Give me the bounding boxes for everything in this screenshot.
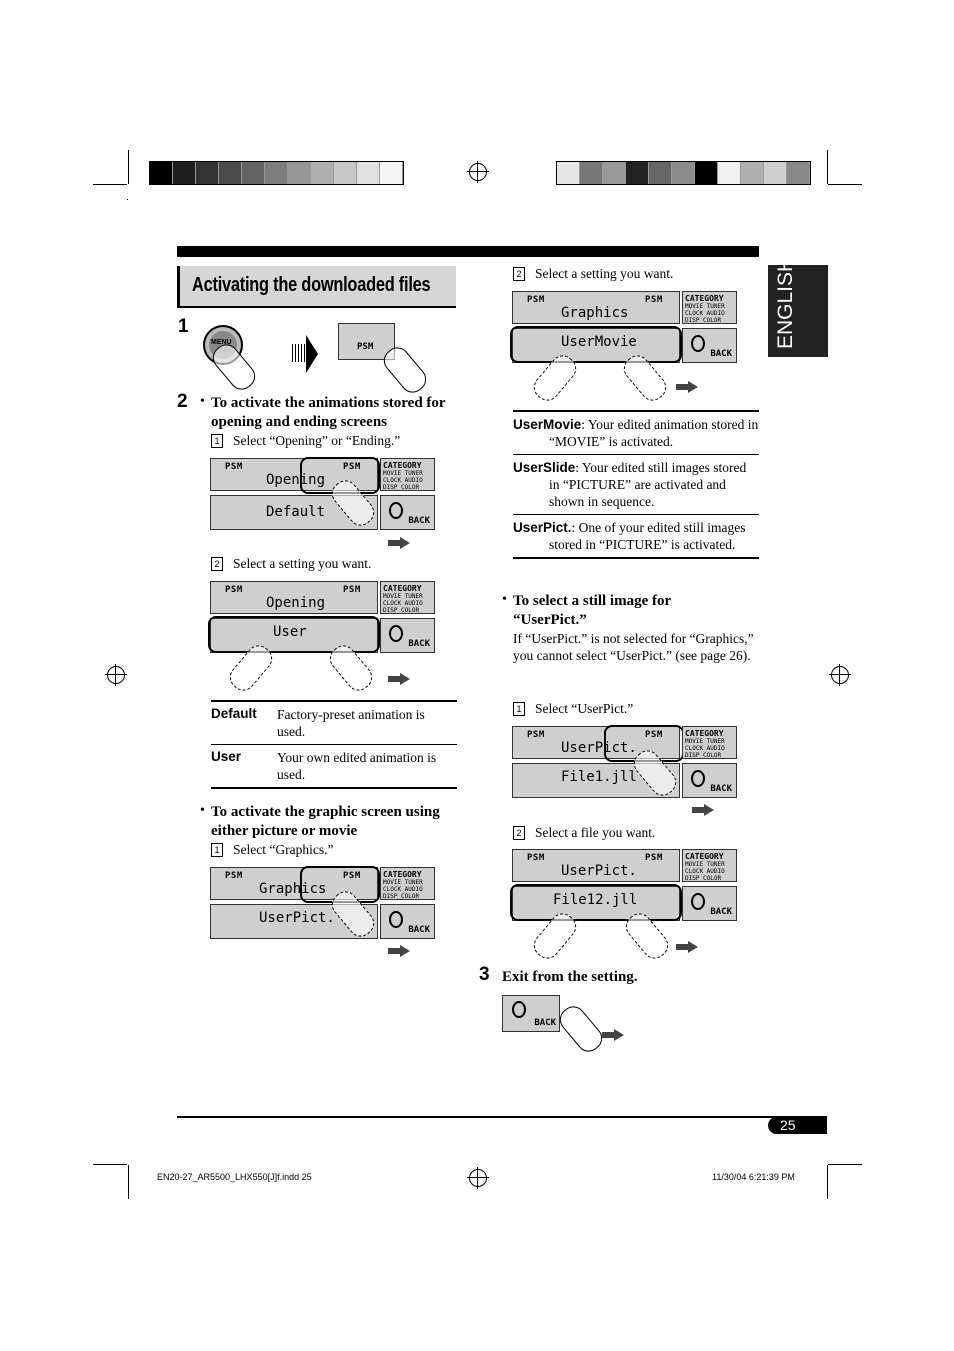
definition: Your own edited animation is used.	[277, 750, 437, 782]
knob-icon	[691, 893, 705, 910]
color-swatch	[787, 162, 810, 184]
color-swatch	[311, 162, 334, 184]
lcd-screen	[210, 458, 436, 530]
definition: One of your edited still images stored in “PICTURE” is activated.	[549, 520, 746, 552]
knob-icon	[389, 502, 403, 519]
crop-mark	[828, 184, 862, 185]
table-row	[211, 745, 457, 787]
registration-mark-icon	[831, 666, 849, 684]
crop-mark	[93, 184, 127, 185]
back-button	[380, 618, 435, 653]
term: User	[211, 749, 242, 764]
substep	[211, 432, 400, 449]
lcd-screen	[210, 867, 436, 939]
back-button	[682, 886, 737, 921]
substep-number: 2	[513, 267, 525, 281]
definition: Your edited still images stored in “PICTURE” are activated and shown in sequence.	[549, 460, 747, 509]
substep	[513, 824, 655, 841]
lcd-top-text: Graphics	[561, 305, 629, 321]
arrow-icon	[400, 537, 410, 549]
category-label: CATEGORY	[383, 461, 422, 470]
category-panel	[380, 458, 435, 491]
crop-mark	[828, 1164, 862, 1165]
substep-text: Select “Graphics.”	[233, 842, 334, 857]
psm-label: PSM	[645, 730, 663, 740]
color-swatch	[219, 162, 242, 184]
arrow-head-icon	[306, 335, 318, 373]
lcd-top-text: Opening	[266, 472, 326, 488]
crop-mark	[827, 150, 828, 184]
substep	[211, 555, 371, 572]
color-swatch	[380, 162, 403, 184]
color-swatch	[288, 162, 311, 184]
substep	[513, 700, 633, 717]
bottom-rule	[177, 1116, 827, 1118]
psm-label: PSM	[527, 295, 545, 305]
definition-table	[211, 700, 457, 789]
lcd-screen	[210, 581, 436, 653]
definition: Factory-preset animation is used.	[277, 707, 425, 739]
table-row: UserMovie: Your edited animation stored in “MOVIE” is activated.	[513, 412, 759, 455]
knob-icon	[512, 1001, 526, 1018]
crop-mark	[127, 199, 128, 200]
substep-number: 2	[513, 826, 525, 840]
graphic-heading: To activate the graphic screen using either picture or movie	[211, 804, 440, 839]
category-label: CATEGORY	[383, 584, 422, 593]
category-panel	[682, 291, 737, 324]
page-number-tab	[768, 1117, 827, 1134]
table-row	[211, 702, 457, 745]
bullet: •	[502, 592, 507, 607]
psm-label: PSM	[225, 462, 243, 472]
psm-label: PSM	[527, 730, 545, 740]
arrow-icon	[400, 673, 410, 685]
color-swatch	[150, 162, 173, 184]
lcd-bottom-text: User	[273, 624, 307, 640]
cat-line: CLOCK AUDIO	[383, 477, 423, 484]
arrow-icon	[400, 945, 410, 957]
psm-label: PSM	[343, 871, 361, 881]
top-rule	[177, 246, 759, 257]
back-label: BACK	[408, 925, 430, 935]
back-button	[682, 328, 737, 363]
color-swatch	[649, 162, 672, 184]
substep-text: Select “Opening” or “Ending.”	[233, 433, 401, 448]
color-swatch	[695, 162, 718, 184]
term: UserMovie	[513, 417, 582, 432]
crop-mark	[128, 1165, 129, 1199]
lcd-bottom-text: File12.jll	[553, 892, 638, 908]
back-label: BACK	[408, 639, 430, 649]
lcd-screen	[512, 849, 738, 921]
page-number: 25	[780, 1117, 796, 1133]
cat-line: DISP COLOR	[383, 607, 420, 614]
category-panel	[682, 726, 737, 759]
substep-number: 1	[513, 702, 525, 716]
color-swatch	[626, 162, 649, 184]
category-panel	[682, 849, 737, 882]
knob-icon	[691, 770, 705, 787]
bullet: •	[200, 394, 205, 409]
back-button	[380, 495, 435, 530]
back-button	[380, 904, 435, 939]
crop-mark	[128, 150, 129, 184]
back-label: BACK	[710, 784, 732, 794]
step-number: 1	[178, 316, 189, 337]
color-swatch	[764, 162, 787, 184]
back-label: BACK	[534, 1018, 556, 1028]
table-row: UserPict.: One of your edited still images stored in “PICTURE” is activated.	[513, 520, 746, 552]
color-swatch	[603, 162, 626, 184]
lcd-top-text: Graphics	[259, 881, 327, 897]
crop-mark	[93, 1164, 127, 1165]
cat-line: DISP COLOR	[685, 752, 722, 759]
psm-label: PSM	[527, 853, 545, 863]
color-swatch	[242, 162, 265, 184]
finger-icon	[555, 1001, 607, 1056]
cat-line: DISP COLOR	[383, 484, 420, 491]
cat-line: CLOCK AUDIO	[383, 886, 423, 893]
color-swatch	[173, 162, 196, 184]
back-label: BACK	[710, 907, 732, 917]
color-swatch	[196, 162, 219, 184]
category-label: CATEGORY	[685, 729, 724, 738]
arrow-icon	[688, 381, 698, 393]
cat-line: MOVIE TUNER	[383, 879, 423, 886]
lcd-screen	[512, 726, 738, 798]
cat-line: MOVIE TUNER	[685, 861, 725, 868]
footer-timestamp: 11/30/04 6:21:39 PM	[712, 1172, 795, 1182]
selection-highlight	[208, 616, 380, 653]
cat-line: MOVIE TUNER	[685, 303, 725, 310]
step-number: 3	[479, 964, 490, 985]
cat-line: CLOCK AUDIO	[685, 745, 725, 752]
cat-line: MOVIE TUNER	[383, 593, 423, 600]
menu-label: MENU	[211, 339, 232, 346]
back-button	[682, 763, 737, 798]
lcd-top-text: UserPict.	[561, 863, 637, 879]
cat-line: DISP COLOR	[685, 875, 722, 882]
term: Default	[211, 706, 257, 721]
lcd-top-text: Opening	[266, 595, 326, 611]
still-image-note: If “UserPict.” is not selected for “Graphics,” you cannot select “UserPict.” (see page 26).	[513, 631, 754, 663]
section-title: Activating the downloaded files	[192, 274, 431, 296]
arrow-icon	[704, 804, 714, 816]
back-button-icon	[502, 995, 560, 1032]
substep-number: 2	[211, 557, 223, 571]
section-title-box	[177, 266, 456, 308]
psm-label: PSM	[343, 585, 361, 595]
cat-line: MOVIE TUNER	[383, 470, 423, 477]
lcd-bottom-text: Default	[266, 504, 326, 520]
knob-icon	[389, 625, 403, 642]
category-panel	[380, 867, 435, 900]
registration-mark-icon	[469, 1169, 487, 1187]
still-image-heading: To select a still image for “UserPict.”	[513, 593, 671, 628]
cat-line: CLOCK AUDIO	[685, 310, 725, 317]
cat-line: MOVIE TUNER	[685, 738, 725, 745]
category-panel	[380, 581, 435, 614]
color-calibration-bar-left	[149, 161, 404, 185]
bullet: •	[200, 803, 205, 818]
psm-label: PSM	[645, 853, 663, 863]
arrow-icon	[614, 1029, 624, 1041]
cat-line: CLOCK AUDIO	[685, 868, 725, 875]
substep-text: Select “UserPict.”	[535, 701, 634, 716]
language-label: ENGLISH	[774, 256, 797, 349]
category-label: CATEGORY	[685, 294, 724, 303]
psm-label: PSM	[357, 342, 374, 352]
psm-label: PSM	[645, 295, 663, 305]
color-swatch	[580, 162, 603, 184]
definition: Your edited animation stored in “MOVIE” is activated.	[549, 417, 759, 449]
term: UserPict.	[513, 520, 572, 535]
table-row: UserSlide: Your edited still images stored in “PICTURE” are activated and shown in sequence.	[513, 455, 759, 515]
category-label: CATEGORY	[383, 870, 422, 879]
selection-highlight	[510, 884, 682, 921]
knob-icon	[389, 911, 403, 928]
registration-mark-icon	[469, 163, 487, 181]
cat-line: DISP COLOR	[685, 317, 722, 324]
footer-filename: EN20-27_AR5500_LHX550[J]f.indd 25	[157, 1172, 312, 1182]
knob-icon	[691, 335, 705, 352]
back-label: BACK	[710, 349, 732, 359]
color-swatch	[557, 162, 580, 184]
step3-text: Exit from the setting.	[502, 969, 638, 985]
color-swatch	[265, 162, 288, 184]
lcd-bottom-text: UserPict.	[259, 910, 335, 926]
selection-highlight	[510, 326, 682, 363]
substep-text: Select a file you want.	[535, 825, 656, 840]
arrow-icon	[688, 941, 698, 953]
color-swatch	[718, 162, 741, 184]
cat-line: CLOCK AUDIO	[383, 600, 423, 607]
substep-text: Select a setting you want.	[535, 266, 674, 281]
color-calibration-bar-right	[556, 161, 811, 185]
cat-line: DISP COLOR	[383, 893, 420, 900]
substep	[513, 265, 673, 282]
lcd-top-text: UserPict.	[561, 740, 637, 756]
back-label: BACK	[408, 516, 430, 526]
lcd-screen	[512, 291, 738, 363]
substep-text: Select a setting you want.	[233, 556, 372, 571]
lcd-bottom-text: File1.jll	[561, 769, 637, 785]
crop-mark	[827, 1165, 828, 1199]
color-swatch	[741, 162, 764, 184]
opening-heading: To activate the animations stored for opening and ending screens	[211, 395, 446, 430]
step-number: 2	[177, 391, 188, 412]
substep-number: 1	[211, 843, 223, 857]
substep-number: 1	[211, 434, 223, 448]
psm-label: PSM	[225, 871, 243, 881]
category-label: CATEGORY	[685, 852, 724, 861]
color-swatch	[334, 162, 357, 184]
psm-label: PSM	[225, 585, 243, 595]
registration-mark-icon	[107, 666, 125, 684]
term: UserSlide	[513, 460, 576, 475]
definition-table	[513, 410, 759, 559]
substep	[211, 841, 333, 858]
lcd-bottom-text: UserMovie	[561, 334, 637, 350]
color-swatch	[672, 162, 695, 184]
language-tab	[768, 256, 828, 357]
psm-label: PSM	[343, 462, 361, 472]
color-swatch	[357, 162, 380, 184]
